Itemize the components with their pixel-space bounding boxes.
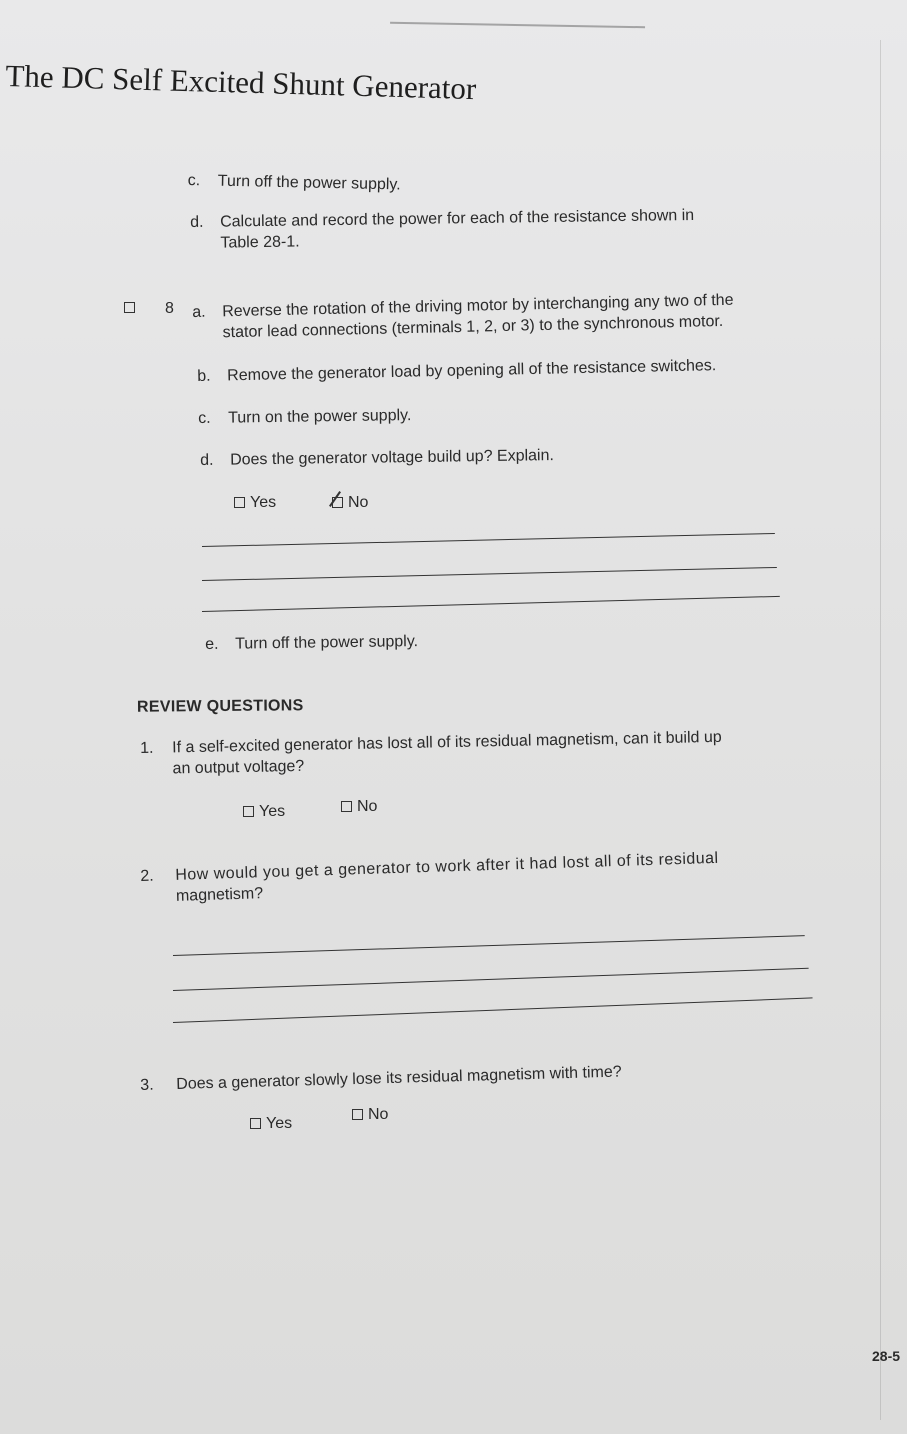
yes-label: Yes [259, 803, 286, 820]
step-label: c. [198, 409, 211, 427]
no-label: No [368, 1106, 389, 1123]
question-number: 1. [140, 739, 154, 757]
step-text-line2: stator lead connections (terminals 1, 2, or 3) to the synchronous motor. [222, 312, 724, 342]
q1-no-option[interactable] [341, 797, 377, 817]
answer-line[interactable] [202, 596, 780, 612]
q3-no-option[interactable] [352, 1105, 388, 1125]
step-8d [200, 445, 554, 471]
step-8-checkbox[interactable] [124, 302, 135, 313]
step-text: Turn off the power supply. [217, 172, 401, 194]
review-question-1 [140, 727, 722, 780]
step-label: d. [200, 451, 214, 469]
q3-yes-option[interactable] [250, 1114, 292, 1134]
answer-line[interactable] [173, 935, 805, 956]
question-number: 3. [140, 1076, 154, 1094]
question-text: Does a generator slowly lose its residual magnetism with time? [176, 1063, 622, 1093]
page-title: The DC Self Excited Shunt Generator [5, 58, 477, 107]
step-8a [192, 290, 734, 344]
no-checkbox[interactable] [352, 1109, 363, 1120]
answer-line[interactable] [202, 533, 775, 547]
no-checkbox-checked[interactable] [332, 497, 343, 508]
question-text-line2: magnetism? [175, 885, 264, 905]
no-label: No [348, 494, 369, 511]
yes-label: Yes [266, 1115, 293, 1132]
pen-mark [390, 22, 645, 34]
no-checkbox[interactable] [341, 801, 352, 812]
answer-line[interactable] [202, 567, 777, 581]
step-label: e. [205, 635, 219, 653]
question-number: 2. [140, 867, 154, 885]
yes-label: Yes [250, 494, 277, 511]
page-number: 28-5 [872, 1348, 901, 1364]
step-label: c. [187, 171, 201, 190]
step-7d [190, 205, 695, 254]
step-text: Remove the generator load by opening all of the resistance switches. [227, 357, 717, 385]
step-label: b. [197, 367, 211, 385]
step-label: d. [190, 213, 204, 231]
step-text: Turn on the power supply. [228, 407, 412, 427]
page-edge [880, 40, 881, 1420]
step-text-line1: Reverse the rotation of the driving motor by interchanging any two of the [222, 291, 734, 321]
review-questions-heading: REVIEW QUESTIONS [136, 697, 304, 716]
review-question-2 [140, 848, 720, 908]
step-8e [205, 631, 418, 655]
step-8-number: 8 [165, 300, 174, 317]
answer-line[interactable] [173, 997, 813, 1023]
step-text: Turn off the power supply. [235, 633, 419, 653]
step-text: Does the generator voltage build up? Explain. [230, 447, 555, 469]
q1-yes-option[interactable] [243, 802, 285, 822]
yes-checkbox[interactable] [234, 497, 245, 508]
no-label: No [357, 798, 378, 815]
step-8b [197, 355, 716, 387]
step-text-line1: Calculate and record the power for each of the resistance shown in [220, 206, 695, 231]
question-text-line1: If a self-excited generator has lost all of its residual magnetism, can it build up [172, 728, 722, 757]
step-7c [188, 170, 401, 195]
answer-line[interactable] [173, 968, 809, 991]
step-8d-no-option[interactable] [332, 493, 368, 513]
question-text-line1: How would you get a generator to work after it had lost all of its residual [175, 849, 719, 884]
yes-checkbox[interactable] [243, 806, 254, 817]
step-text-line2: Table 28-1. [220, 233, 300, 252]
question-text-line2: an output voltage? [172, 757, 305, 778]
step-8c [198, 405, 411, 429]
yes-checkbox[interactable] [250, 1118, 261, 1129]
review-question-3 [140, 1062, 622, 1096]
step-label: a. [192, 303, 206, 321]
step-8d-yes-option[interactable] [234, 493, 276, 513]
